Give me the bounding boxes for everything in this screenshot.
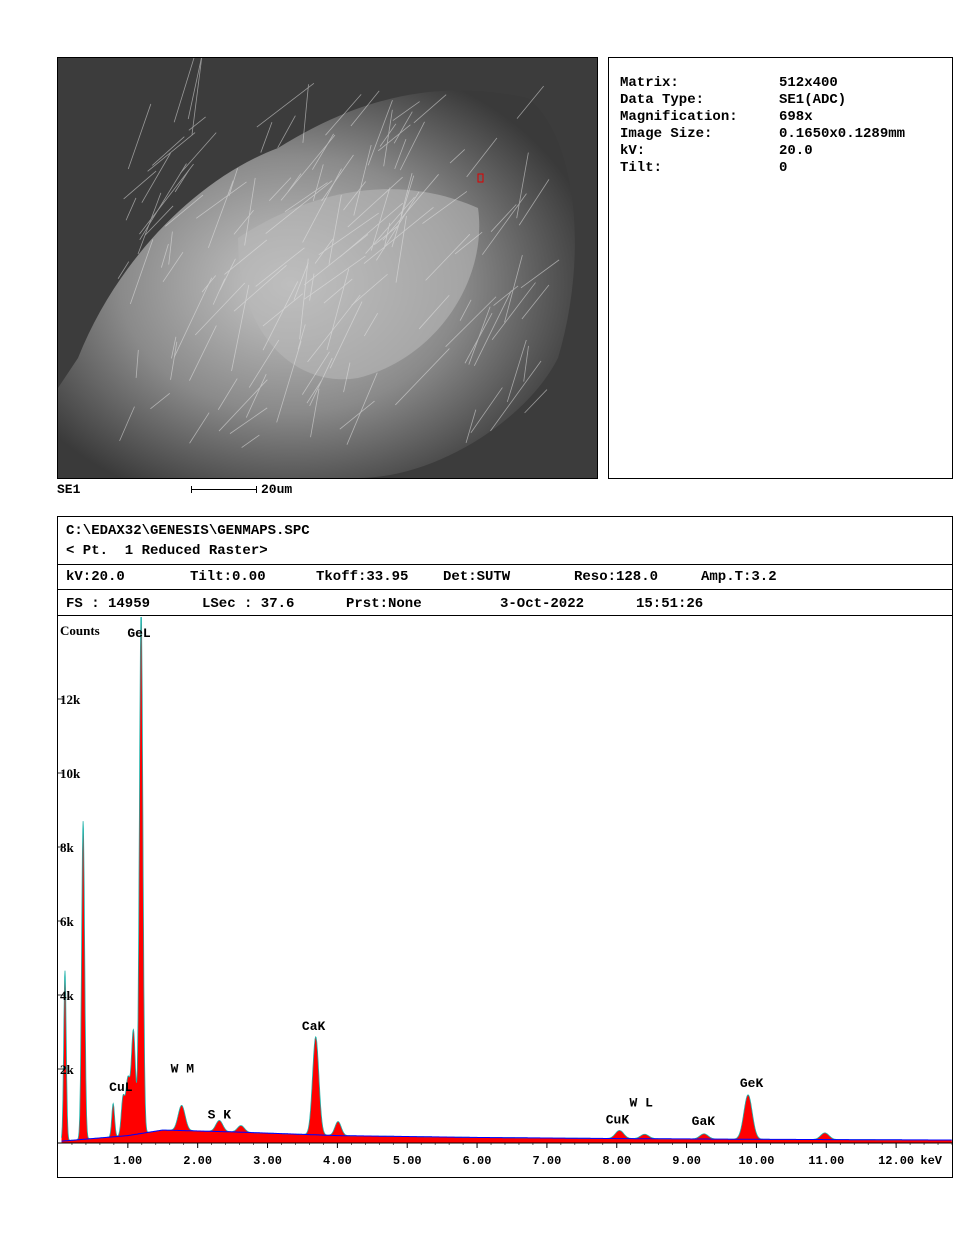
header-time: 15:51:26 (636, 596, 704, 612)
image-info-panel (608, 57, 953, 479)
x-tick-label: 5.00 (392, 1154, 422, 1168)
x-tick-label: 2.00 (183, 1154, 213, 1168)
peak-label: CuK (605, 1112, 630, 1128)
x-tick-label: 1.00 (113, 1154, 143, 1168)
y-tick-label: 6k (60, 914, 74, 929)
x-tick-label: 8.00 (602, 1154, 632, 1168)
peak-label: GaK (691, 1113, 716, 1129)
info-row-image-size (620, 126, 905, 143)
y-tick-label: 8k (60, 840, 74, 855)
spectrum-outline (62, 617, 952, 1140)
header-prst: Prst:None (346, 596, 422, 612)
x-axis-label: keV (920, 1154, 942, 1168)
header-date: 3-Oct-2022 (500, 596, 585, 612)
header-det: Det:SUTW (443, 569, 511, 585)
header-kv: kV:20.0 (66, 569, 125, 585)
y-tick-label: 10k (60, 766, 81, 781)
x-tick-label: 7.00 (532, 1154, 562, 1168)
y-tick-label: 4k (60, 988, 74, 1003)
info-value: 0.1650x0.1289mm (779, 126, 906, 142)
scale-label: 20um (261, 482, 293, 497)
y-tick-label: 12k (60, 692, 81, 707)
header-divider (58, 564, 952, 565)
sem-caption: SE1 (57, 482, 81, 497)
header-divider (58, 615, 952, 616)
peak-label: CuL (109, 1079, 133, 1095)
spectrum-panel (57, 516, 953, 1178)
header-fs: FS : 14959 (66, 596, 151, 612)
x-tick-label: 6.00 (462, 1154, 492, 1168)
info-key: Matrix: (620, 75, 679, 91)
header-lsec: LSec : 37.6 (202, 596, 295, 612)
info-value: SE1(ADC) (779, 92, 847, 108)
info-row-matrix (620, 75, 838, 92)
y-axis-label: Counts (60, 623, 100, 638)
info-key: kV: (620, 143, 646, 159)
peak-label: GeL (127, 626, 151, 641)
info-key: Tilt: (620, 160, 663, 176)
peak-label: W M (170, 1061, 195, 1077)
x-tick-label: 3.00 (253, 1154, 282, 1168)
x-tick-label: 9.00 (672, 1154, 701, 1168)
info-key: Magnification: (620, 109, 738, 125)
header-reso: Reso:128.0 (574, 569, 659, 585)
peak-label: S K (207, 1107, 232, 1123)
info-row-kv (620, 143, 813, 160)
peak-label: CaK (301, 1018, 326, 1034)
info-value: 0 (779, 160, 788, 176)
info-value: 698x (779, 109, 813, 125)
scale-bar (191, 489, 257, 490)
spectrum-fill (62, 617, 953, 1143)
x-tick-label: 12.00 (878, 1154, 915, 1168)
x-tick-label: 4.00 (322, 1154, 352, 1168)
x-tick-label: 10.00 (738, 1154, 775, 1168)
header-tkoff: Tkoff:33.95 (316, 569, 409, 585)
info-row-magnification (620, 109, 813, 126)
info-key: Data Type: (620, 92, 705, 108)
x-tick-label: 11.00 (808, 1154, 845, 1168)
info-row-tilt (620, 160, 787, 177)
eds-spectrum-chart (58, 617, 952, 1177)
header-amp-t: Amp.T:3.2 (701, 569, 777, 585)
header-tilt: Tilt:0.00 (190, 569, 266, 585)
info-value: 20.0 (779, 143, 813, 159)
peak-label: W L (629, 1095, 653, 1111)
info-value: 512x400 (779, 75, 838, 91)
header-divider (58, 589, 952, 590)
peak-label: GeK (739, 1076, 764, 1092)
y-tick-label: 2k (60, 1062, 74, 1077)
spectrum-file-path: C:\EDAX32\GENESIS\GENMAPS.SPC (66, 523, 310, 539)
sem-image-graphic (58, 58, 597, 478)
spectrum-subtitle: < Pt. 1 Reduced Raster> (66, 543, 268, 559)
sem-micrograph (57, 57, 598, 479)
info-row-data-type (620, 92, 846, 109)
info-key: Image Size: (620, 126, 713, 142)
